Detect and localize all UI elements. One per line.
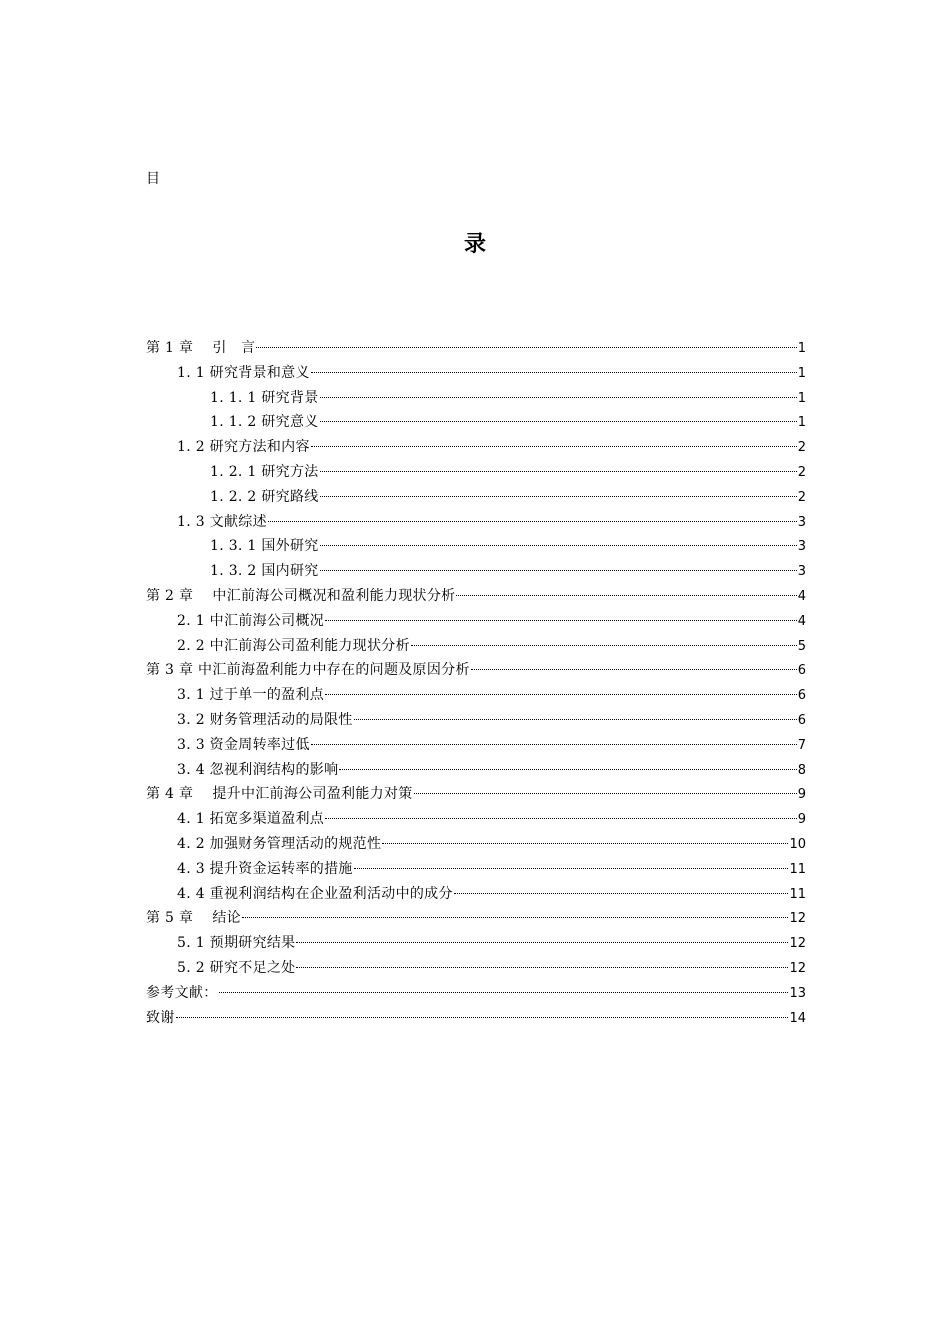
toc-entry[interactable] [146,906,806,931]
toc-dot-leader [320,545,797,546]
toc-entry-label: 第 4 章 提升中汇前海公司盈利能力对策 [146,786,413,803]
toc-entry[interactable] [146,658,806,683]
toc-entry[interactable] [146,634,806,659]
toc-entry[interactable] [146,956,806,981]
toc-entry[interactable] [146,708,806,733]
toc-entry-label: 1. 1 研究背景和意义 [177,364,310,381]
toc-entry-label: 1. 1. 2 研究意义 [210,414,319,431]
toc-dot-leader [320,570,797,571]
toc-entry[interactable] [146,683,806,708]
heading-fragment-mu: 目 [146,171,160,187]
toc-entry-label: 1. 1. 1 研究背景 [210,389,319,406]
toc-entry-label: 第 3 章 中汇前海盈利能力中存在的问题及原因分析 [146,662,470,679]
toc-entry-label: 1. 3. 2 国内研究 [210,563,319,580]
toc-entry-label: 4. 2 加强财务管理活动的规范性 [177,835,382,852]
toc-page-number: 2 [797,440,806,456]
toc-entry[interactable] [146,435,806,460]
toc-entry[interactable] [146,931,806,956]
toc-dot-leader [176,1017,789,1018]
toc-dot-leader [320,471,797,472]
toc-page-number: 12 [789,960,806,976]
toc-dot-leader [325,694,797,695]
toc-dot-leader [414,793,797,794]
toc-entry[interactable] [146,410,806,435]
toc-entry[interactable] [146,584,806,609]
toc-entry-label: 3. 3 资金周转率过低 [177,736,310,753]
toc-entry[interactable] [146,559,806,584]
toc-page-number: 11 [789,861,806,877]
toc-dot-leader [411,645,797,646]
toc-entry-label: 4. 4 重视利润结构在企业盈利活动中的成分 [177,885,453,902]
toc-entry-label: 5. 1 预期研究结果 [177,935,296,952]
toc-entry-label: 2. 1 中汇前海公司概况 [177,612,325,629]
toc-entry[interactable] [146,857,806,882]
toc-dot-leader [256,347,796,348]
toc-dot-leader [320,397,797,398]
toc-entry[interactable] [146,485,806,510]
toc-entry[interactable] [146,733,806,758]
toc-page-number: 1 [797,415,806,431]
toc-page-number: 6 [797,663,806,679]
toc-page-number: 1 [797,390,806,406]
toc-dot-leader [339,769,796,770]
toc-entry[interactable] [146,882,806,907]
toc-entry-label: 1. 2. 2 研究路线 [210,488,319,505]
toc-entry-label: 第 2 章 中汇前海公司概况和盈利能力现状分析 [146,587,456,604]
toc-page-number: 1 [797,365,806,381]
toc-entry[interactable] [146,758,806,783]
toc-entry-label: 4. 1 拓宽多渠道盈利点 [177,811,325,828]
toc-entry[interactable] [146,361,806,386]
page-title: 录 [463,231,486,257]
toc-dot-leader [454,893,789,894]
toc-dot-leader [311,744,797,745]
toc-page-number: 4 [797,613,806,629]
table-of-contents [146,336,806,1030]
toc-entry-label: 1. 2. 1 研究方法 [210,463,319,480]
toc-entry[interactable] [146,609,806,634]
toc-entry-label: 第 1 章 引 言 [146,340,256,356]
toc-page-number: 12 [789,911,806,927]
toc-page-number: 9 [797,787,806,803]
toc-entry[interactable] [146,336,806,361]
toc-entry-label: 1. 2 研究方法和内容 [177,439,310,456]
toc-page-number: 6 [797,712,806,728]
toc-page-number: 2 [797,489,806,505]
toc-page-number: 7 [797,737,806,753]
toc-page-number: 12 [789,936,806,952]
toc-entry-label: 3. 4 忽视利润结构的影响 [177,761,339,778]
toc-page-number: 4 [797,588,806,604]
toc-entry[interactable] [146,782,806,807]
toc-dot-leader [325,818,797,819]
toc-page-number: 3 [797,539,806,555]
toc-entry-label: 4. 3 提升资金运转率的措施 [177,860,353,877]
toc-page-number: 13 [789,985,806,1001]
toc-entry-label: 第 5 章 结论 [146,910,241,927]
toc-entry-label: 3. 2 财务管理活动的局限性 [177,711,353,728]
toc-dot-leader [311,446,797,447]
toc-page-number: 10 [789,836,806,852]
toc-entry-label: 1. 3 文献综述 [177,513,267,530]
toc-entry[interactable] [146,534,806,559]
toc-dot-leader [296,967,788,968]
toc-dot-leader [320,421,797,422]
toc-page-number: 6 [797,688,806,704]
toc-page-number: 8 [797,762,806,778]
toc-entry[interactable] [146,386,806,411]
toc-entry-label: 5. 2 研究不足之处 [177,959,296,976]
toc-dot-leader [354,719,797,720]
toc-dot-leader [311,372,797,373]
toc-entry[interactable] [146,832,806,857]
toc-entry[interactable] [146,1006,806,1031]
toc-entry-label: 1. 3. 1 国外研究 [210,538,319,555]
toc-page-number: 1 [797,341,806,356]
toc-entry[interactable] [146,981,806,1006]
toc-dot-leader [354,868,789,869]
toc-dot-leader [325,620,797,621]
toc-page-number: 2 [797,464,806,480]
toc-page-number: 3 [797,514,806,530]
toc-entry[interactable] [146,510,806,535]
toc-dot-leader [219,992,789,993]
toc-page-number: 5 [797,638,806,654]
toc-entry-label: 致谢 [146,1009,175,1026]
toc-dot-leader [242,917,788,918]
toc-dot-leader [268,521,797,522]
toc-dot-leader [296,942,788,943]
toc-dot-leader [320,496,797,497]
toc-entry-label: 2. 2 中汇前海公司盈利能力现状分析 [177,637,410,654]
toc-entry-label: 参考文献： [146,984,218,1001]
toc-page-number: 3 [797,564,806,580]
toc-page-number: 14 [789,1010,806,1026]
toc-dot-leader [382,843,788,844]
toc-page-number: 11 [789,886,806,902]
toc-page-number: 9 [797,812,806,828]
toc-dot-leader [471,669,797,670]
toc-entry[interactable] [146,460,806,485]
toc-entry[interactable] [146,807,806,832]
toc-dot-leader [456,595,796,596]
toc-entry-label: 3. 1 过于单一的盈利点 [177,687,325,704]
